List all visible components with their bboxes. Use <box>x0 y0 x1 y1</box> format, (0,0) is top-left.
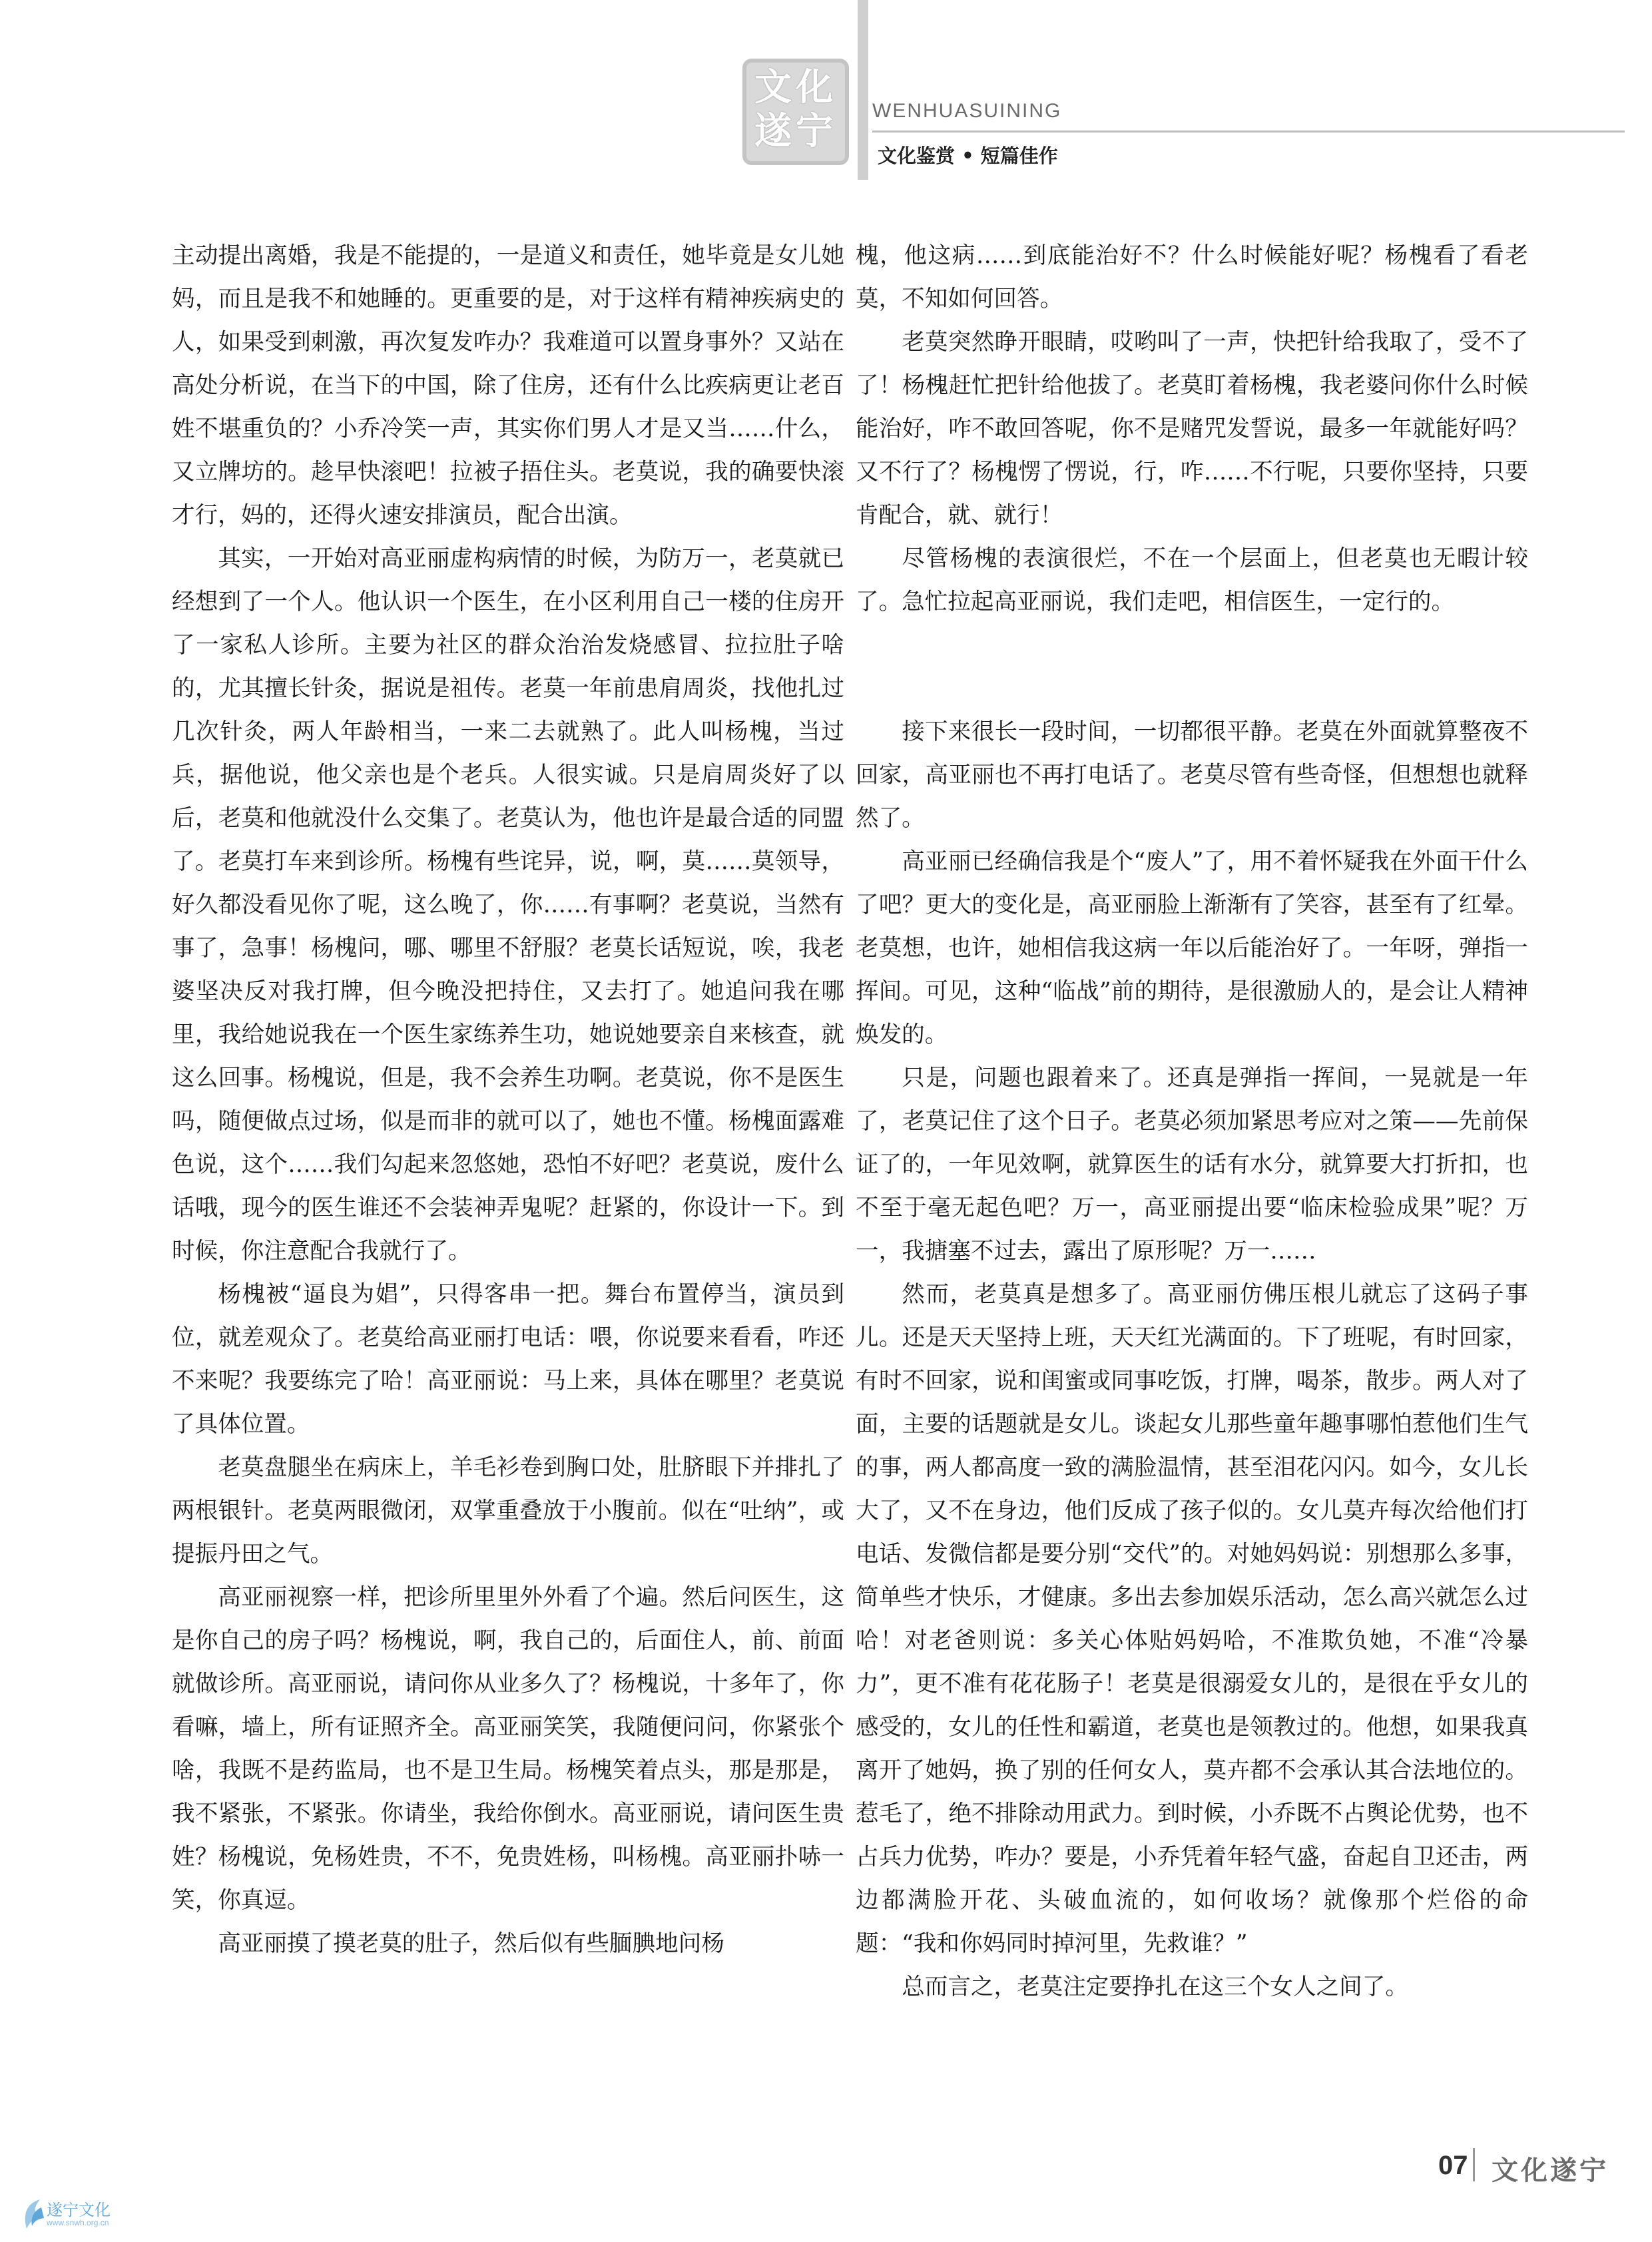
paragraph: 高亚丽摸了摸老莫的肚子，然后似有些腼腆地问杨 <box>218 1930 724 1957</box>
paragraph: 只是，问题也跟着来了。还真是弹指一挥间，一晃就是一年了，老莫记住了这个日子。老莫必须加紧思考应对之策——先前保证了的，一年见效啊，就算医生的话有水分，就算要大打折扣，也不至于毫无起色吧？万一，高亚丽提出要“临床检验成果”呢？万一，我搪塞不过去，露出了原形呢？万一…… <box>856 1065 1528 1264</box>
paragraph: 杨槐被“逼良为娼”，只得客串一把。舞台布置停当，演员到位，就差观众了。老莫给高亚丽打电话：喂，你说要来看看，咋还不来呢？我要练完了哈！高亚丽说：马上来，具体在哪里？老莫说了具体位置。 <box>172 1281 844 1438</box>
section-break <box>856 624 1528 710</box>
wing-logo-icon <box>20 2194 47 2234</box>
paragraph: 老莫盘腿坐在病床上，羊毛衫卷到胸口处，肚脐眼下并排扎了两根银针。老莫两眼微闭，双掌重叠放于小腹前。似在“吐纳”，或提振丹田之气。 <box>172 1454 844 1567</box>
watermark-url: www.snwh.org.cn <box>47 2218 109 2227</box>
magazine-pinyin-title: WENHUASUINING <box>872 100 1062 122</box>
header-divider <box>872 131 1625 133</box>
paragraph: 高亚丽视察一样，把诊所里里外外看了个遍。然后问医生，这是你自己的房子吗？杨槐说，啊，我自己的，后面住人，前、前面就做诊所。高亚丽说，请问你从业多久了？杨槐说，十多年了，你看嘛，墙上，所有证照齐全。高亚丽笑笑，我随便问问，你紧张个啥，我既不是药监局，也不是卫生局。杨槐笑着点头，那是那是，我不紧张，不紧张。你请坐，我给你倒水。高亚丽说，请问医生贵姓？杨槐说，免杨姓贵，不不，免贵姓杨，叫杨槐。高亚丽扑哧一笑，你真逗。 <box>172 1584 844 1914</box>
paragraph: 老莫突然睁开眼睛，哎哟叫了一声，快把针给我取了，受不了了！杨槐赶忙把针给他拔了。老莫盯着杨槐，我老婆问你什么时候能治好，咋不敢回答呢，你不是赌咒发誓说，最多一年就能好吗？又不行了？杨槐愣了愣说，行，咋……不行呢，只要你坚持，只要肯配合，就、就行！ <box>856 329 1528 529</box>
corner-watermark <box>20 2194 133 2237</box>
paragraph: 尽管杨槐的表演很烂，不在一个层面上，但老莫也无暇计较了。急忙拉起高亚丽说，我们走吧，相信医生，一定行的。 <box>856 545 1528 615</box>
paragraph: 然而，老莫真是想多了。高亚丽仿佛压根儿就忘了这码子事儿。还是天天坚持上班，天天红光满面的。下了班呢，有时回家，有时不回家，说和闺蜜或同事吃饭，打牌，喝茶，散步。两人对了面，主要的话题就是女儿。谈起女儿那些童年趣事哪怕惹他们生气的事，两人都高度一致的满脸温情，甚至泪花闪闪。如今，女儿长大了，又不在身边，他们反成了孩子似的。女儿莫卉每次给他们打电话、发微信都是要分别“交代”的。对她妈妈说：别想那么多事，简单些才快乐，才健康。多出去参加娱乐活动，怎么高兴就怎么过哈！对老爸则说：多关心体贴妈妈哈，不准欺负她，不准“冷暴力”，更不准有花花肠子！老莫是很溺爱女儿的，是很在乎女儿的感受的，女儿的任性和霸道，老莫也是领教过的。他想，如果我真离开了她妈，换了别的任何女人，莫卉都不会承认其合法地位的。惹毛了，绝不排除动用武力。到时候，小乔既不占舆论优势，也不占兵力优势，咋办？要是，小乔凭着年轻气盛，奋起自卫还击，两边都满脸开花、头破血流的，如何收场？就像那个烂俗的命题：“我和你妈同时掉河里，先救谁？” <box>856 1281 1528 1957</box>
watermark-text: 遂宁文化 <box>47 2201 111 2219</box>
left-column <box>172 234 844 1966</box>
footer-brand: 文化遂宁 <box>1492 2155 1609 2186</box>
magazine-logo-seal <box>742 59 849 165</box>
section-label: 文化鉴赏 • 短篇佳作 <box>878 144 1058 167</box>
paragraph: 主动提出离婚，我是不能提的，一是道义和责任，她毕竟是女儿她妈，而且是我不和她睡的。更重要的是，对于这样有精神疾病史的人，如果受到刺激，再次复发咋办？我难道可以置身事外？又站在高处分析说，在当下的中国，除了住房，还有什么比疾病更让老百姓不堪重负的？小乔冷笑一声，其实你们男人才是又当……什么，又立牌坊的。趁早快滚吧！拉被子捂住头。老莫说，我的确要快滚才行，妈的，还得火速安排演员，配合出演。 <box>172 242 844 529</box>
logo-text: 文化遂宁 <box>754 65 837 153</box>
right-column <box>856 234 1528 2009</box>
paragraph: 高亚丽已经确信我是个“废人”了，用不着怀疑我在外面干什么了吧？更大的变化是，高亚丽脸上渐渐有了笑容，甚至有了红晕。老莫想，也许，她相信我这病一年以后能治好了。一年呀，弹指一挥间。可见，这种“临战”前的期待，是很激励人的，是会让人精神焕发的。 <box>856 848 1528 1048</box>
header-vertical-rule <box>858 0 868 180</box>
paragraph: 槐，他这病……到底能治好不？什么时候能好呢？杨槐看了看老莫，不知如何回答。 <box>856 242 1528 312</box>
paragraph: 其实，一开始对高亚丽虚构病情的时候，为防万一，老莫就已经想到了一个人。他认识一个医生，在小区利用自己一楼的住房开了一家私人诊所。主要为社区的群众治治发烧感冒、拉拉肚子啥的，尤其擅长针灸，据说是祖传。老莫一年前患肩周炎，找他扎过几次针灸，两人年龄相当，一来二去就熟了。此人叫杨槐，当过兵，据他说，他父亲也是个老兵。人很实诚。只是肩周炎好了以后，老莫和他就没什么交集了。老莫认为，他也许是最合适的同盟了。老莫打车来到诊所。杨槐有些诧异，说，啊，莫……莫领导，好久都没看见你了呢，这么晚了，你……有事啊？老莫说，当然有事了，急事！杨槐问，哪、哪里不舒服？老莫长话短说，唉，我老婆坚决反对我打牌，但今晚没把持住，又去打了。她追问我在哪里，我给她说我在一个医生家练养生功，她说她要亲自来核查，就这么回事。杨槐说，但是，我不会养生功啊。老莫说，你不是医生吗，随便做点过场，似是而非的就可以了，她也不懂。杨槐面露难色说，这个……我们勾起来忽悠她，恐怕不好吧？老莫说，废什么话哦，现今的医生谁还不会装神弄鬼呢？赶紧的，你设计一下。到时候，你注意配合我就行了。 <box>172 545 844 1264</box>
page-number: 07 <box>1438 2151 1468 2180</box>
paragraph: 接下来很长一段时间，一切都很平静。老莫在外面就算整夜不回家，高亚丽也不再打电话了。老莫尽管有些奇怪，但想想也就释然了。 <box>856 718 1528 832</box>
footer-divider <box>1473 2148 1475 2181</box>
paragraph: 总而言之，老莫注定要挣扎在这三个女人之间了。 <box>902 1974 1408 2000</box>
